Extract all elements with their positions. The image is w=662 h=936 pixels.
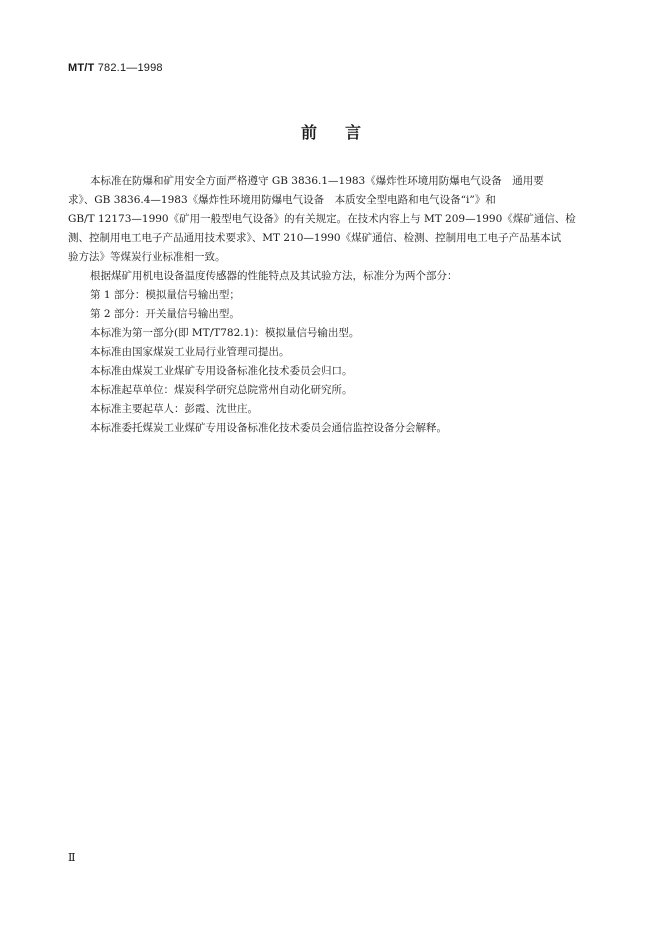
text-line: 验方法》等煤炭行业标准相一致。 [68, 251, 226, 263]
standard-number: 782.1—1998 [97, 62, 163, 74]
paragraph-compliance [68, 172, 596, 267]
paragraph-drafting-unit: 本标准起草单位：煤炭科学研究总院常州自动化研究所。 [90, 384, 353, 396]
paragraph-centralized: 本标准由煤炭工业煤矿专用设备标准化技术委员会归口。 [90, 365, 353, 377]
standard-code: MT/T [68, 62, 95, 74]
page-header [68, 62, 163, 74]
text-line: GB/T 12173—1990《矿用一般型电气设备》的有关规定。在技术内容上与 MT 209—1990《煤矿通信、检 [68, 213, 576, 225]
paragraph-this-part: 本标准为第一部分(即 MT/T782.1)：模拟量信号输出型。 [90, 327, 360, 339]
page-number: Ⅱ [68, 852, 76, 864]
paragraph-part-2: 第 2 部分：开关量信号输出型。 [90, 308, 240, 320]
paragraph-proposer: 本标准由国家煤炭工业局行业管理司提出。 [90, 346, 290, 358]
paragraph-drafters: 本标准主要起草人：彭霞、沈世庄。 [90, 403, 258, 415]
page-title: 前言 [300, 123, 389, 142]
text-line: 本标准在防爆和矿用安全方面严格遵守 GB 3836.1—1983《爆炸性环境用防爆电气设备 通用要 [90, 175, 544, 187]
text-line: 测、控制用电工电子产品通用技术要求》、MT 210—1990《煤矿通信、检测、控制用电工电子产品基本试 [68, 232, 562, 244]
text-line: 求》、GB 3836.4—1983《爆炸性环境用防爆电气设备 本质安全型电路和电气设备“i”》和 [68, 194, 496, 206]
document-body [68, 172, 596, 438]
paragraph-part-1: 第 1 部分：模拟量信号输出型； [90, 289, 240, 301]
paragraph-interpretation: 本标准委托煤炭工业煤矿专用设备标准化技术委员会通信监控设备分会解释。 [90, 422, 447, 434]
paragraph-parts-intro: 根据煤矿用机电设备温度传感器的性能特点及其试验方法，标准分为两个部分： [90, 270, 458, 282]
